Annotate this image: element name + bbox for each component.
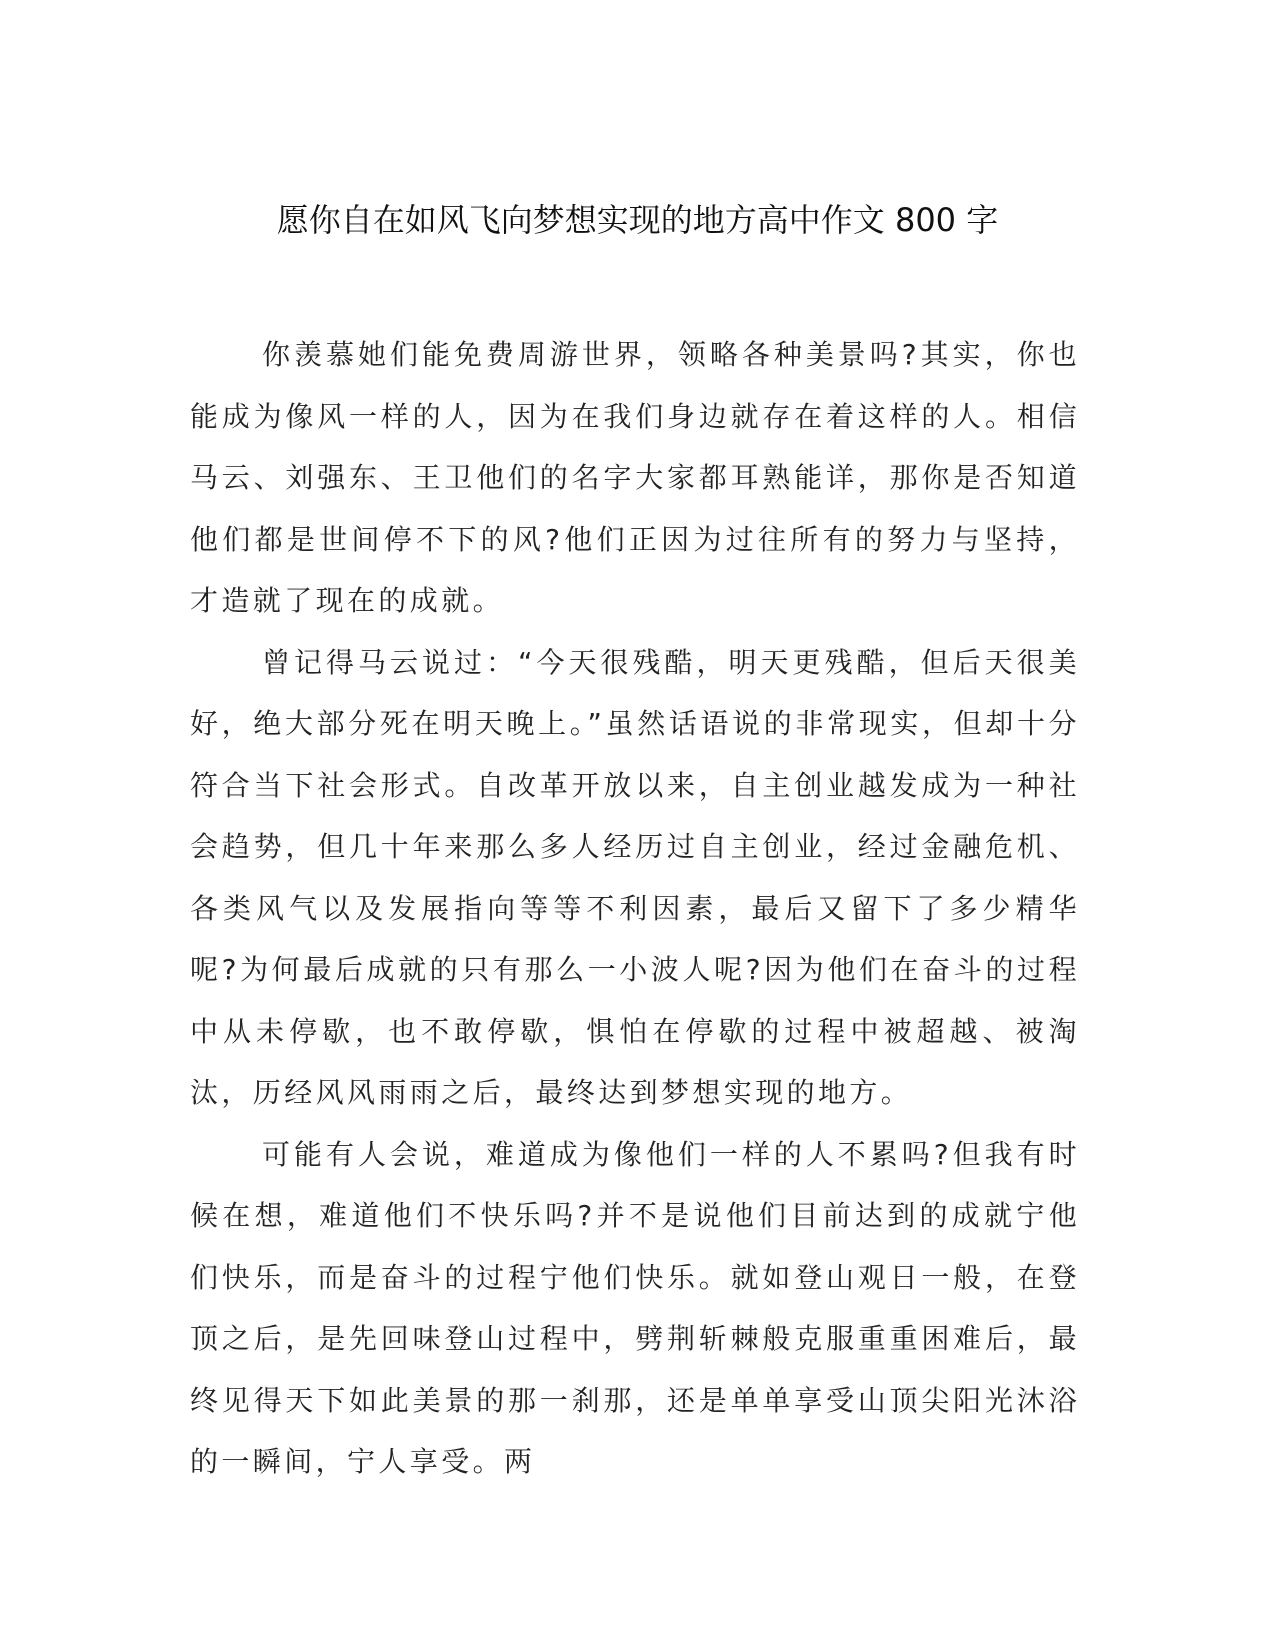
paragraph-1: 你羡慕她们能免费周游世界，领略各种美景吗?其实，你也能成为像风一样的人，因为在我们身边就存在着这样的人。相信马云、刘强东、王卫他们的名字大家都耳熟能详，那你是否知道他们都是世间停不下的风?他们正因为过往所有的努力与坚持，才造就了现在的成就。 (190, 338, 1080, 617)
paragraph-3: 可能有人会说，难道成为像他们一样的人不累吗?但我有时候在想，难道他们不快乐吗?并不是说他们目前达到的成就宁他们快乐，而是奋斗的过程宁他们快乐。就如登山观日一般，在登顶之后，是先回味登山过程中，劈荆斩棘般克服重重困难后，最终见得天下如此美景的那一刹那，还是单单享受山顶尖阳光沐浴的一瞬间，宁人享受。两 (190, 1137, 1080, 1478)
paragraph-2: 曾记得马云说过：“今天很残酷，明天更残酷，但后天很美好，绝大部分死在明天晚上。”虽然话语说的非常现实，但却十分符合当下社会形式。自改革开放以来，自主创业越发成为一种社会趋势，但几十年来那么多人经历过自主创业，经过金融危机、各类风气以及发展指向等等不利因素，最后又留下了多少精华呢?为何最后成就的只有那么一小波人呢?因为他们在奋斗的过程中从未停歇，也不敢停歇，惧怕在停歇的过程中被超越、被淘汰，历经风风雨雨之后，最终达到梦想实现的地方。 (190, 645, 1080, 1109)
essay-body (190, 324, 1080, 1493)
page-title: 愿你自在如风飞向梦想实现的地方高中作文 800 字 (276, 201, 999, 239)
